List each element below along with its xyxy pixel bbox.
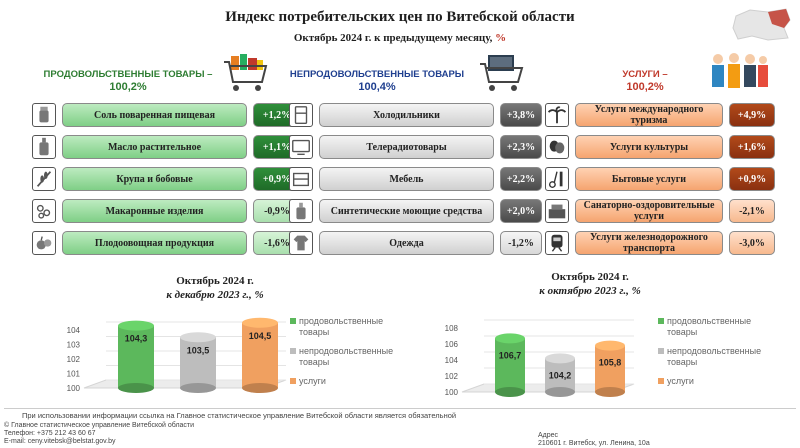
food-section-header: ПРОДОВОЛЬСТВЕННЫЕ ТОВАРЫ – 100,2% <box>43 69 213 93</box>
bar <box>242 318 278 393</box>
service-workers-icon <box>708 50 770 96</box>
data-label: 105,8 <box>598 357 622 368</box>
clothes-icon <box>289 231 313 255</box>
right-chart-legend <box>658 316 778 395</box>
bar <box>180 332 216 393</box>
footer-address: Адрес 210601 г. Витебск, ул. Ленина, 10а <box>538 432 650 447</box>
vegetables-icon <box>32 231 56 255</box>
y-tick-label: 108 <box>444 324 458 333</box>
bar-base <box>495 387 525 397</box>
detergent-icon <box>289 199 313 223</box>
right-chart-title: Октябрь 2024 г. к октябрю 2023 г., % <box>539 271 641 297</box>
bar-base <box>242 383 278 393</box>
y-tick-label: 100 <box>66 384 80 393</box>
footer-contacts: © Главное статистическое управление Витебской области Телефон: +375 212 43 60 67 E-mail: ceny.vitebsk@belstat.gov.by <box>4 422 195 445</box>
y-tick-label: 104 <box>66 326 80 335</box>
list-item: Услуги культуры +1,6% <box>545 135 785 159</box>
bar <box>118 321 154 393</box>
bar-top <box>118 321 154 331</box>
bar-top <box>595 341 625 351</box>
data-label: 104,3 <box>124 333 148 344</box>
y-tick-label: 100 <box>444 388 458 397</box>
shopping-cart-icon <box>222 52 268 94</box>
data-label: 104,2 <box>548 370 572 381</box>
region-map-logo <box>728 6 794 44</box>
bar-top <box>545 353 575 363</box>
left-bar-chart <box>48 310 288 406</box>
bar-base <box>545 387 575 397</box>
list-item: Масло растительное +1,1% <box>32 135 302 159</box>
train-icon <box>545 231 569 255</box>
right-bar-chart <box>440 318 640 404</box>
list-item: Бытовые услуги +0,9% <box>545 167 785 191</box>
y-tick-label: 106 <box>444 340 458 349</box>
bar-body <box>595 346 625 392</box>
y-tick-label: 102 <box>66 355 80 364</box>
list-item: Услуги железнодорожного транспорта -3,0% <box>545 231 785 255</box>
legend-item-nonfood: непродовольственные товары <box>658 346 778 368</box>
sanatorium-icon <box>545 199 569 223</box>
list-item: Услуги международного туризма +4,9% <box>545 103 785 127</box>
bar-body <box>495 338 525 392</box>
salt-icon <box>32 103 56 127</box>
y-tick-label: 103 <box>66 340 80 350</box>
legend-item-services: услуги <box>658 376 778 387</box>
page-subtitle: Октябрь 2024 г. к предыдущему месяцу, % <box>293 32 507 44</box>
legend-item-food: продовольственные товары <box>658 316 778 338</box>
y-tick-label: 101 <box>66 369 80 379</box>
bar-base <box>595 387 625 397</box>
nonfood-section-header: НЕПРОДОВОЛЬСТВЕННЫЕ ТОВАРЫ 100,4% <box>289 69 465 93</box>
data-label: 103,5 <box>186 345 210 356</box>
tv-icon <box>289 135 313 159</box>
source-note: При использовании информации ссылка на Главное статистическое управление Витебской области является обязательной <box>22 411 457 420</box>
list-item: Макаронные изделия -0,9% <box>32 199 302 223</box>
bar-top <box>242 318 278 328</box>
bar <box>495 333 525 397</box>
palm-tree-icon <box>545 103 569 127</box>
furniture-icon <box>289 167 313 191</box>
oil-bottle-icon <box>32 135 56 159</box>
list-item: Санаторно-оздоровительные услуги -2,1% <box>545 199 785 223</box>
data-label: 106,7 <box>498 350 522 361</box>
bar-base <box>118 383 154 393</box>
list-item: Одежда -1,2% <box>289 231 549 255</box>
scissors-comb-icon <box>545 167 569 191</box>
page-title: Индекс потребительских цен по Витебской области <box>225 9 575 25</box>
list-item: Синтетические моющие средства +2,0% <box>289 199 549 223</box>
legend-item-nonfood: непродовольственные товары <box>290 346 410 368</box>
footer-divider <box>4 408 796 409</box>
list-item: Телерадиотовары +2,3% <box>289 135 549 159</box>
legend-item-services: услуги <box>290 376 410 387</box>
bar-base <box>180 383 216 393</box>
list-item: Холодильники +3,8% <box>289 103 549 127</box>
goods-cart-icon <box>478 52 524 94</box>
list-item: Плодоовощная продукция -1,6% <box>32 231 302 255</box>
pasta-icon <box>32 199 56 223</box>
legend-item-food: продовольственные товары <box>290 316 410 338</box>
list-item: Крупа и бобовые +0,9% <box>32 167 302 191</box>
left-chart-title: Октябрь 2024 г. к декабрю 2023 г., % <box>166 275 264 301</box>
bar-top <box>180 332 216 342</box>
services-section-header: УСЛУГИ – 100,2% <box>622 69 668 93</box>
list-item: Соль поваренная пищевая +1,2% <box>32 103 302 127</box>
list-item: Мебель +2,2% <box>289 167 549 191</box>
bar <box>595 341 625 397</box>
y-tick-label: 104 <box>444 356 458 365</box>
bar-top <box>495 333 525 343</box>
left-chart-legend <box>290 316 410 395</box>
fridge-icon <box>289 103 313 127</box>
data-label: 104,5 <box>248 330 272 341</box>
grain-icon <box>32 167 56 191</box>
y-tick-label: 102 <box>444 372 458 381</box>
theater-masks-icon <box>545 135 569 159</box>
